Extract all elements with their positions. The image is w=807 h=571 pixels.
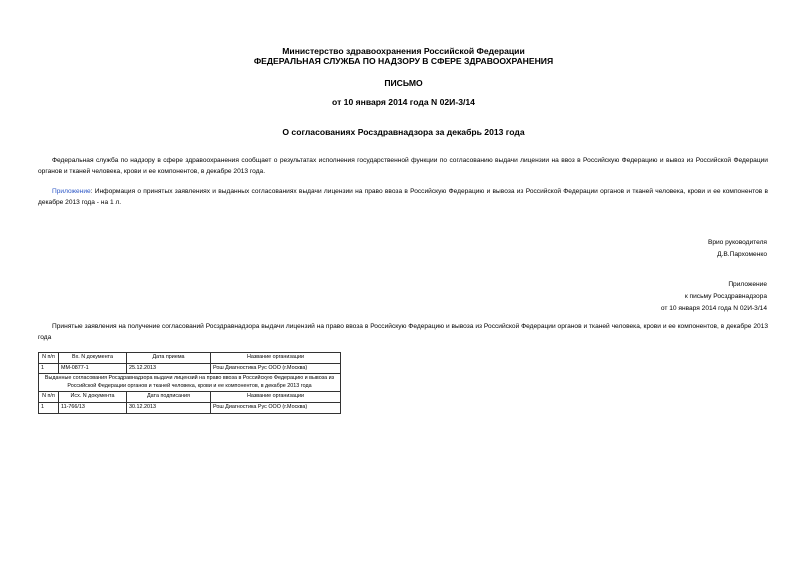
service-title: ФЕДЕРАЛЬНАЯ СЛУЖБА ПО НАДЗОРУ В СФЕРЕ ЗДРАВООХРАНЕНИЯ bbox=[253, 56, 554, 66]
ministry-title: Министерство здравоохранения Российской Федерации bbox=[282, 46, 525, 56]
cell-number: 1 bbox=[39, 402, 59, 413]
cell-number: 1 bbox=[39, 363, 59, 374]
table-row bbox=[39, 402, 341, 413]
cell-signing-date: 30.12.2013 bbox=[127, 402, 211, 413]
appendix-header-line3: от 10 января 2014 года N 02И-3/14 bbox=[660, 305, 767, 312]
body-paragraph: Федеральная служба по надзору в сфере здравоохранения сообщает о результатах исполнения государственной функции по согласованию выдачи лицензии на ввоз в Российскую Федерацию и вывоз из Российской Федерации органов и тканей человека, крови и ее компонентов, в декабре 2013 года. bbox=[38, 157, 768, 175]
doc-date-number: от 10 января 2014 года N 02И-3/14 bbox=[332, 97, 475, 107]
signature-position: Врио руководителя bbox=[707, 239, 767, 246]
appendix-link[interactable]: Приложение bbox=[52, 188, 91, 195]
header-cell-outgoing-number: Исх. N документа bbox=[59, 392, 127, 403]
cell-receipt-date: 25.12.2013 bbox=[127, 363, 211, 374]
appendix-paragraph bbox=[38, 186, 768, 208]
header-cell-number: N п/п bbox=[39, 353, 59, 364]
header-cell-organization: Название организации bbox=[211, 392, 341, 403]
header-cell-signing-date: Дата подписания bbox=[127, 392, 211, 403]
cell-incoming-number: ММ-0877-1 bbox=[59, 363, 127, 374]
appendix-header-line2: к письму Росздравнадзора bbox=[684, 293, 767, 300]
appendix-intro-paragraph: Принятые заявления на получение согласований Росздравнадзора выдачи лицензий на право ввоза в Российскую Федерацию и вывоза из Российской Федерации органов и тканей человека, крови и ее компонентов, в декабре 2013 года bbox=[38, 323, 768, 341]
cell-organization: Рош Диагностика Рус ООО (г.Москва) bbox=[211, 363, 341, 374]
applications-table bbox=[38, 352, 341, 414]
cell-outgoing-number: 11-766/13 bbox=[59, 402, 127, 413]
doc-type: ПИСЬМО bbox=[384, 78, 423, 88]
header-cell-incoming-number: Вх. N документа bbox=[59, 353, 127, 364]
signature-block bbox=[708, 237, 767, 261]
section-title-cell: Выданные согласования Росздравнадзора выдачи лицензий на право ввоза в Российскую Федерацию и вывоза из Российской Федерации органов и тканей человека, крови и ее компонентов, в декабре 2013 года bbox=[39, 374, 341, 392]
table-row bbox=[39, 363, 341, 374]
table-header-row bbox=[39, 392, 341, 403]
signature-name: Д.В.Пархоменко bbox=[717, 251, 767, 258]
appendix-header bbox=[661, 279, 767, 315]
table-header-row bbox=[39, 353, 341, 364]
header-cell-number: N п/п bbox=[39, 392, 59, 403]
header-cell-organization: Название организации bbox=[211, 353, 341, 364]
appendix-header-line1: Приложение bbox=[728, 281, 767, 288]
header-cell-receipt-date: Дата приема bbox=[127, 353, 211, 364]
doc-subject: О согласованиях Росздравнадзора за декабрь 2013 года bbox=[282, 127, 525, 137]
appendix-description: : Информация о принятых заявлениях и выданных согласованиях выдачи лицензии на право ввоза в Российскую Федерацию и вывоза из Российской Федерации органов и тканей человека, крови и ее компонентов в декабре 2013 года - на 1 л. bbox=[38, 188, 768, 206]
table-section-row bbox=[39, 374, 341, 392]
cell-organization: Рош Диагностика Рус ООО (г.Москва) bbox=[211, 402, 341, 413]
